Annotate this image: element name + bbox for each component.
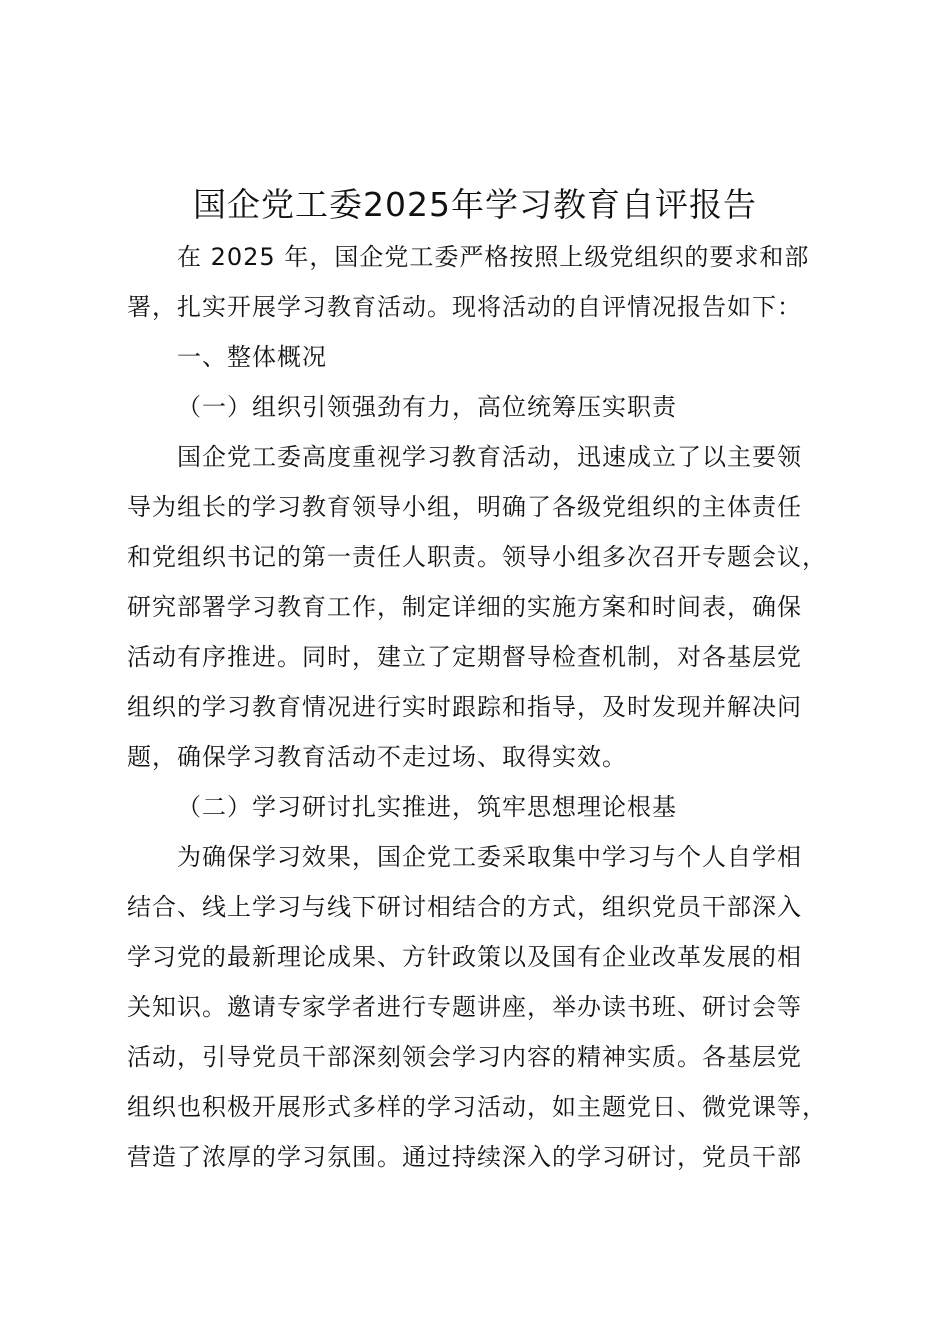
document-line: 结合、线上学习与线下研讨相结合的方式，组织党员干部深入 <box>127 893 802 921</box>
document-line: 组织也积极开展形式多样的学习活动，如主题党日、微党课等， <box>127 1093 827 1121</box>
document-line: 为确保学习效果，国企党工委采取集中学习与个人自学相 <box>177 843 802 871</box>
document-line: 活动有序推进。同时，建立了定期督导检查机制，对各基层党 <box>127 643 802 671</box>
document-line: 研究部署学习教育工作，制定详细的实施方案和时间表，确保 <box>127 593 802 621</box>
document-line: 学习党的最新理论成果、方针政策以及国有企业改革发展的相 <box>127 943 802 971</box>
document-line: 题，确保学习教育活动不走过场、取得实效。 <box>127 743 627 771</box>
document-line: 组织的学习教育情况进行实时跟踪和指导，及时发现并解决问 <box>127 693 802 721</box>
document-line: 活动，引导党员干部深刻领会学习内容的精神实质。各基层党 <box>127 1043 802 1071</box>
document-line: （一）组织引领强劲有力，高位统筹压实职责 <box>177 393 677 421</box>
document-line: 一、整体概况 <box>177 343 327 371</box>
document-line: 和党组织书记的第一责任人职责。领导小组多次召开专题会议， <box>127 543 827 571</box>
document-line: （二）学习研讨扎实推进，筑牢思想理论根基 <box>177 793 677 821</box>
document-line: 关知识。邀请专家学者进行专题讲座，举办读书班、研讨会等 <box>127 993 802 1021</box>
document-line: 在 2025 年，国企党工委严格按照上级党组织的要求和部 <box>177 243 810 271</box>
document-line: 导为组长的学习教育领导小组，明确了各级党组织的主体责任 <box>127 493 802 521</box>
document-line: 营造了浓厚的学习氛围。通过持续深入的学习研讨，党员干部 <box>127 1143 802 1171</box>
document-title: 国企党工委2025年学习教育自评报告 <box>193 185 757 224</box>
document-body <box>127 232 857 1182</box>
document-line: 署，扎实开展学习教育活动。现将活动的自评情况报告如下： <box>127 293 802 321</box>
document-line: 国企党工委高度重视学习教育活动，迅速成立了以主要领 <box>177 443 802 471</box>
